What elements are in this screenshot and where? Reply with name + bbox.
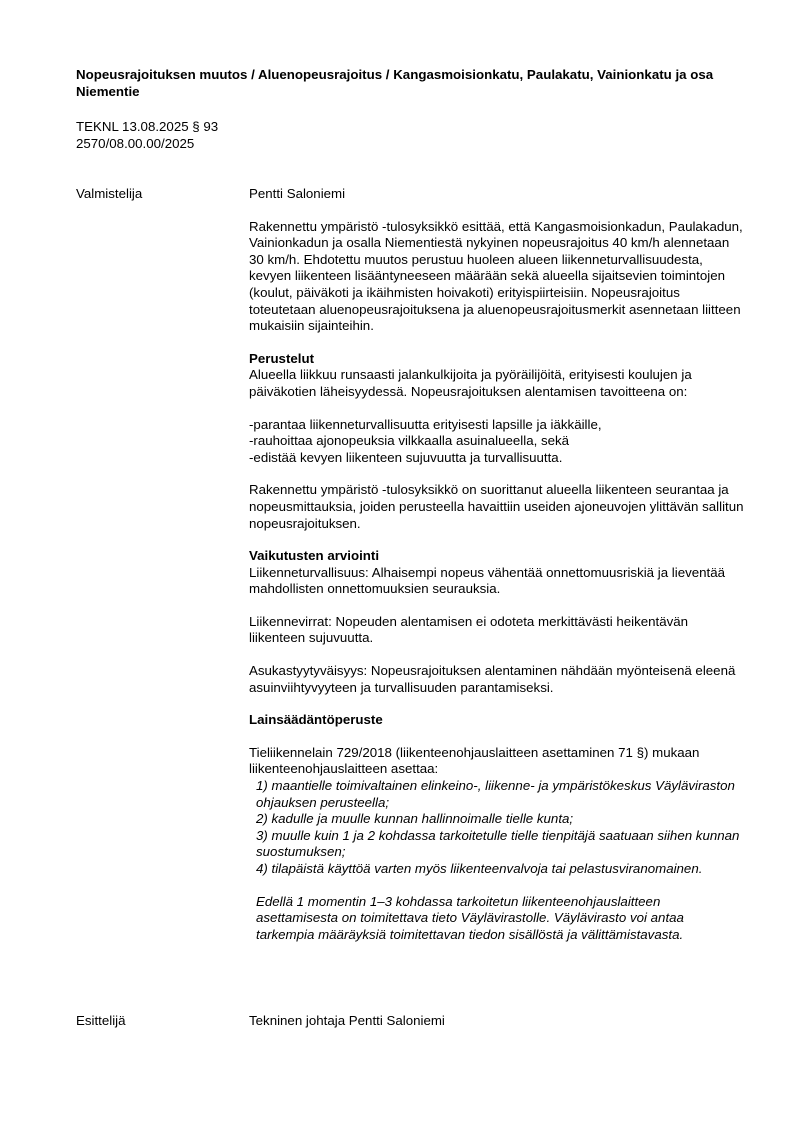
presenter-name: Tekninen johtaja Pentti Saloniemi bbox=[249, 1013, 445, 1028]
presenter-label: Esittelijä bbox=[76, 1013, 126, 1028]
meeting-reference-line: TEKNL 13.08.2025 § 93 bbox=[76, 119, 219, 134]
traffic-flow-impact: Liikennevirrat: Nopeuden alentamisen ei odoteta merkittävästi heikentävän liikenteen sujuvuutta. bbox=[249, 613, 689, 646]
document-body bbox=[249, 186, 744, 943]
meeting-reference bbox=[76, 118, 218, 152]
laki-intro: Tieliikennelain 729/2018 (liikenteenohjauslaitteen asettaminen 71 §) mukaan liikenteenohjauslaitteen asettaa: bbox=[249, 744, 700, 777]
goal-item: -rauhoittaa ajonopeuksia vilkkaalla asuinalueella, sekä bbox=[249, 433, 570, 449]
law-item: 2) kadulle ja muulle kunnan hallinnoimalle tielle kunta; bbox=[256, 811, 574, 827]
perustelut-text: Alueella liikkuu runsaasti jalankulkijoita ja pyöräilijöitä, erityisesti koulujen ja päiväkotien läheisyydessä. Nopeusrajoituksen alentamisen tavoitteena on: bbox=[249, 367, 692, 399]
law-closing: Edellä 1 momentin 1–3 kohdassa tarkoitetun liikenteenohjauslaitteen asettamisesta on toimitettava tieto Väylävirastolle. Väylävirasto voi antaa tarkempia määräyksiä toimitettavan tiedon sisällöstä ja välittämistavasta. bbox=[256, 893, 684, 942]
goal-item: -parantaa liikenneturvallisuutta erityisesti lapsille ja iäkkäille, bbox=[249, 416, 602, 432]
resident-satisfaction-impact: Asukastyytyväisyys: Nopeusrajoituksen alentaminen nähdään myönteisenä eleenä asuinviihtyvyyteen ja turvallisuuden parantamiseksi. bbox=[249, 663, 736, 695]
goal-item: -edistää kevyen liikenteen sujuvuutta ja turvallisuutta. bbox=[249, 449, 563, 465]
document-title: Nopeusrajoituksen muutos / Aluenopeusrajoitus / Kangasmoisionkatu, Paulakatu, Vainionkatu ja osa Niementie bbox=[76, 67, 714, 99]
preparer-name: Pentti Saloniemi bbox=[249, 186, 346, 201]
safety-impact: Liikenneturvallisuus: Alhaisempi nopeus vähentää onnettomuusriskiä ja lieventää mahdollisten onnettomuuksien seurauksia. bbox=[249, 564, 726, 597]
case-number: 2570/08.00.00/2025 bbox=[76, 136, 195, 151]
law-item: 1) maantielle toimivaltainen elinkeino-, liikenne- ja ympäristökeskus Väyläviraston ohjauksen perusteella; bbox=[256, 778, 735, 810]
perustelut-heading: Perustelut bbox=[249, 350, 315, 366]
law-item: 3) muulle kuin 1 ja 2 kohdassa tarkoitetulle tielle tienpitäjä saatuaan siihen kunnan suostumuksen; bbox=[256, 827, 740, 860]
laki-heading: Lainsäädäntöperuste bbox=[249, 712, 383, 728]
preparer-label: Valmistelija bbox=[76, 186, 143, 201]
vaikutukset-heading: Vaikutusten arviointi bbox=[249, 548, 380, 564]
law-item: 4) tilapäistä käyttöä varten myös liikenteenvalvoja tai pelastusviranomainen. bbox=[256, 861, 703, 876]
monitoring-paragraph: Rakennettu ympäristö -tulosyksikkö on suorittanut alueella liikenteen seurantaa ja nopeusmittauksia, joiden perusteella havaittiin useiden ajoneuvojen ylittävän sallitun nopeusrajoituksen. bbox=[249, 482, 744, 531]
intro-paragraph: Rakennettu ympäristö -tulosyksikkö esittää, että Kangasmoisionkadun, Paulakadun, Vainionkadun ja osalla Niementiestä nykyinen nopeusrajoitus 40 km/h alennetaan 30 km/h. Ehdotettu muutos perustuu huoleen alueen liikenneturvallisuudesta, kevyen liikenteen lisääntyneeseen määrään sekä alueella sijaitsevien toimintojen (koulut, päiväkoti ja ikäihmisten hoivakoti) erityispiirteisiin. Nopeusrajoitus toteutetaan aluenopeusrajoituksena ja aluenopeusrajoitusmerkit asennetaan liitteen mukaisiin sijainteihin. bbox=[249, 218, 743, 334]
